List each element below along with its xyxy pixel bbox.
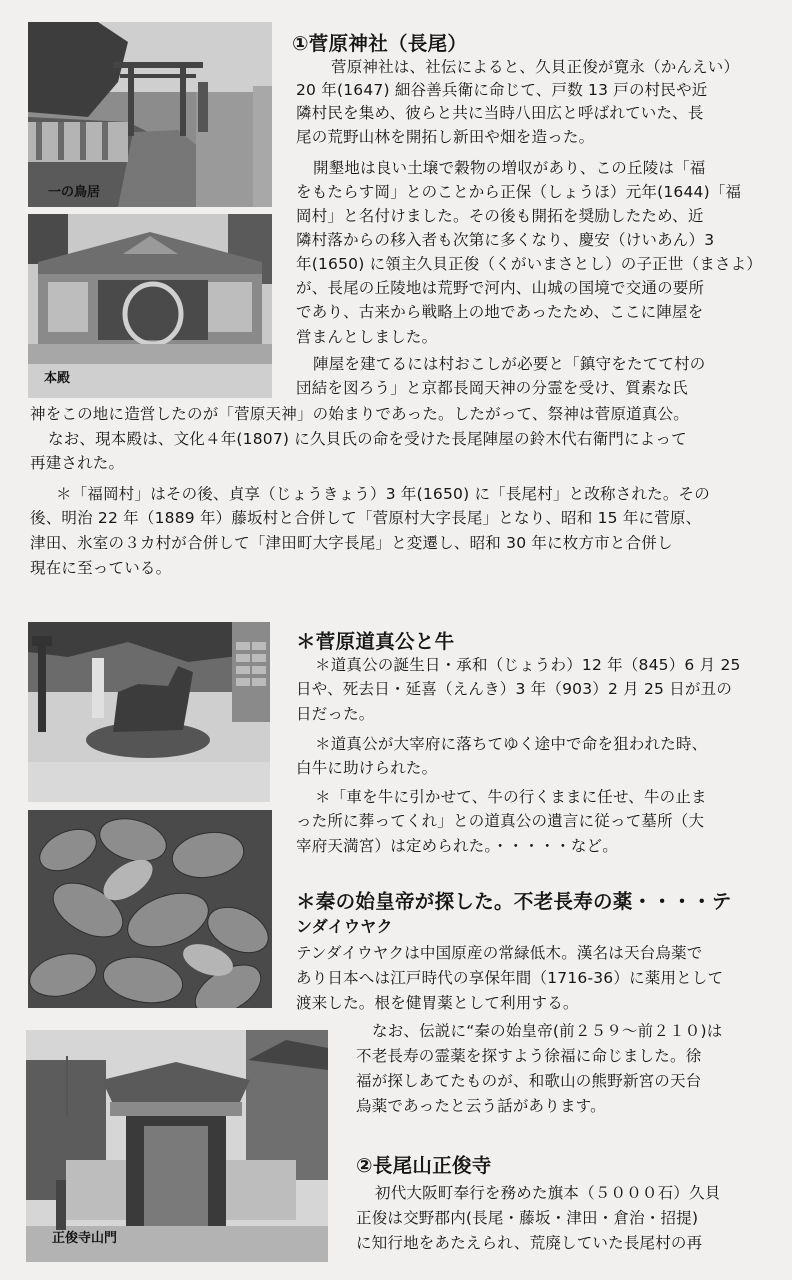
section3-line-2: あり日本へは江戸時代の享保年間（1716-36）に薬用として — [296, 969, 724, 987]
section1-line-10: が、長尾の丘陵地は荒野で河内、山城の国境で交通の要所 — [296, 279, 705, 297]
leaves-photo — [28, 810, 272, 1008]
section3-heading-cont: ンダイウヤク — [296, 917, 393, 936]
section1-line-6: をもたらす岡」とのことから正保（しょうほ）元年(1644)「福 — [296, 183, 742, 201]
section2-line-6: ＊「車を牛に引かせて、牛の行くままに任せ、牛の止ま — [315, 788, 707, 806]
section3-legend-line-3: 福が探しあてたものが、和歌山の熊野新宮の天台 — [356, 1072, 702, 1090]
section1-line-3: 隣村民を集め、彼らと共に当時八田広と呼ばれていた、長 — [296, 104, 704, 122]
section1-line-14: 団結を図ろう」と京都長岡天神の分霊を受け、質素な氏 — [296, 379, 688, 397]
section1-full-line-7: 現在に至っている。 — [30, 559, 172, 577]
section1-line-11: であり、古来から戦略上の地であったため、ここに陣屋を — [296, 303, 704, 321]
section1-line-1: 菅原神社は、社伝によると、久貝正俊が寛永（かんえい） — [331, 58, 740, 76]
section3-line-3: 渡来した。根を健胃薬として利用する。 — [296, 994, 579, 1012]
section3-legend-line-1: なお、伝説に“秦の始皇帝(前２５９～前２１０)は — [372, 1022, 723, 1040]
section1-full-line-1: 神をこの地に造営したのが「菅原天神」の始まりであった。したがって、祭神は菅原道真公。 — [30, 405, 689, 423]
section1-full-line-3: 再建された。 — [30, 454, 125, 472]
section1-full-line-5: 後、明治 22 年（1889 年）藤坂村と合併して「菅原村大字長尾」となり、昭和 15 年に菅原、 — [30, 509, 702, 527]
section1-line-12: 営まんとしました。 — [296, 328, 438, 346]
section2-line-3: 日だった。 — [296, 705, 375, 723]
temple-gate-caption: 正俊寺山門 — [52, 1231, 118, 1246]
section1-full-line-6: 津田、氷室の３カ村が合併して「津田町大字長尾」と変遷し、昭和 30 年に枚方市と合併し — [30, 534, 673, 552]
section4-line-2: 正俊は交野郡内(長尾・藤坂・津田・倉治・招提) — [356, 1209, 699, 1227]
honden-caption: 本殿 — [44, 371, 71, 386]
section1-line-8: 隣村落からの移入者も次第に多くなり、慶安（けいあん）3 — [296, 231, 715, 249]
section2-line-2: 日や、死去日・延喜（えんき）3 年（903）2 月 25 日が丑の — [296, 680, 733, 698]
section1-full-line-2: なお、現本殿は、文化４年(1807) に久貝氏の命を受けた長尾陣屋の鈴木代右衛門によって — [48, 430, 687, 448]
torii-caption: 一の鳥居 — [48, 185, 101, 200]
section3-legend-line-4: 烏薬であったと云う話があります。 — [356, 1097, 606, 1115]
section1-line-9: 年(1650) に領主久貝正俊（くがいまさとし）の子正世（まさよ） — [296, 255, 763, 273]
section1-full-line-4: ＊「福岡村」はその後、貞享（じょうきょう）3 年(1650) に「長尾村」と改称された。その — [56, 485, 710, 503]
section2-line-8: 宰府天満宮）は定められた。・・・・・など。 — [296, 837, 618, 855]
section1-line-7: 岡村」と名付けました。その後も開拓を奨励したため、近 — [296, 207, 704, 225]
section3-line-1: テンダイウヤクは中国原産の常緑低木。漢名は天台烏薬で — [296, 944, 703, 962]
section2-line-5: 白牛に助けられた。 — [296, 759, 438, 777]
section1-line-13: 陣屋を建てるには村おこしが必要と「鎮守をたてて村の — [313, 355, 706, 373]
section2-line-7: った所に葬ってくれ」との道真公の遺言に従って墓所（大 — [296, 812, 705, 830]
torii-photo — [28, 22, 272, 207]
section1-line-4: 尾の荒野山林を開拓し新田や畑を造った。 — [296, 128, 595, 146]
section2-line-1: ＊道真公の誕生日・承和（じょうわ）12 年（845）6 月 25 — [315, 656, 741, 674]
ox-statue-photo — [28, 622, 270, 802]
section4-line-1: 初代大阪町奉行を務めた旗本（５０００石）久貝 — [375, 1184, 721, 1202]
section1-line-5: 開墾地は良い土壌で穀物の増収があり、この丘陵は「福 — [313, 159, 706, 177]
section1-line-2: 20 年(1647) 細谷善兵衛に命じて、戸数 13 戸の村民や近 — [296, 81, 708, 99]
section2-heading: ＊菅原道真公と牛 — [296, 630, 455, 653]
section2-line-4: ＊道真公が大宰府に落ちてゆく途中で命を狙われた時、 — [315, 735, 708, 753]
section4-heading: ②長尾山正俊寺 — [356, 1154, 492, 1177]
section4-line-3: に知行地をあたえられ、荒廃していた長尾村の再 — [356, 1234, 703, 1252]
section1-heading: ①菅原神社（長尾） — [292, 32, 468, 55]
section3-heading: ＊秦の始皇帝が探した。不老長寿の薬・・・・テ — [296, 890, 732, 913]
section3-legend-line-2: 不老長寿の霊薬を探すよう徐福に命じました。徐 — [356, 1047, 702, 1065]
